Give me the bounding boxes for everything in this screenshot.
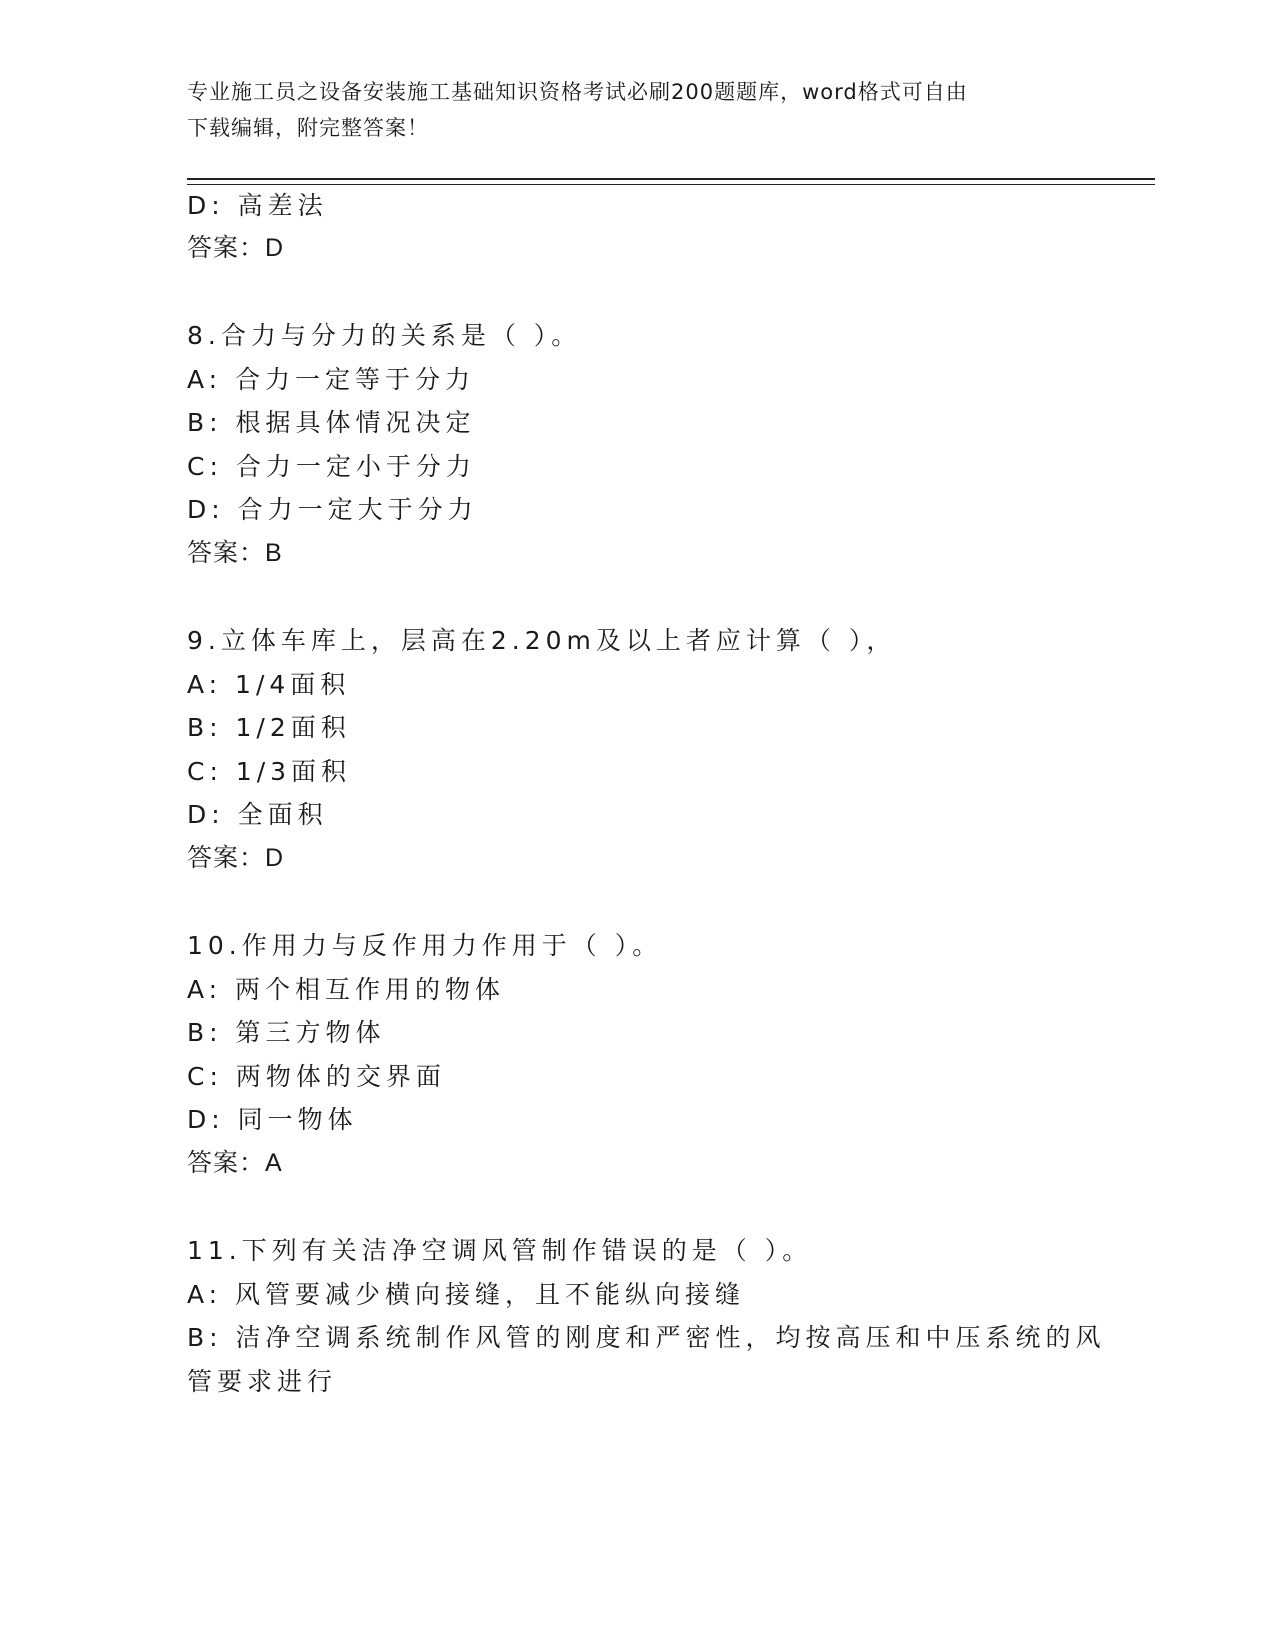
question-11-option-b: B: 洁净空调系统制作风管的刚度和严密性，均按高压和中压系统的风	[187, 1323, 1106, 1352]
question-9-stem: 9.立体车库上，层高在2.20m及以上者应计算（ ），	[187, 626, 897, 655]
prev-answer: 答案：D	[187, 234, 285, 262]
question-10-option-d: D: 同一物体	[187, 1105, 358, 1134]
question-8-option-d: D: 合力一定大于分力	[187, 495, 478, 524]
question-8-stem: 8.合力与分力的关系是（ ）。	[187, 321, 582, 350]
question-11-option-a: A: 风管要减少横向接缝，且不能纵向接缝	[187, 1280, 746, 1309]
question-9-option-b: B: 1/2面积	[187, 713, 351, 742]
header-rule-thick	[187, 178, 1155, 180]
question-10-option-b: B: 第三方物体	[187, 1018, 386, 1047]
question-8-option-a: A: 合力一定等于分力	[187, 365, 476, 394]
question-8-answer: 答案：B	[187, 539, 283, 567]
question-9-option-d: D: 全面积	[187, 800, 328, 829]
question-11-stem: 11.下列有关洁净空调风管制作错误的是（ ）。	[187, 1236, 813, 1265]
question-10-stem: 10.作用力与反作用力作用于（ ）。	[187, 931, 663, 960]
document-header	[187, 74, 1067, 146]
question-10-option-a: A: 两个相互作用的物体	[187, 975, 506, 1004]
question-10-answer: 答案：A	[187, 1149, 283, 1177]
header-rule-thin	[187, 184, 1155, 185]
question-9-option-c: C: 1/3面积	[187, 757, 352, 786]
header-line-1: 专业施工员之设备安装施工基础知识资格考试必刷200题题库，word格式可自由	[187, 80, 968, 104]
question-8-option-b: B: 根据具体情况决定	[187, 408, 476, 437]
question-11-option-b-continued: 管要求进行	[187, 1367, 338, 1396]
header-line-2: 下载编辑，附完整答案！	[187, 116, 429, 140]
question-9-answer: 答案：D	[187, 844, 285, 872]
question-10-option-c: C: 两物体的交界面	[187, 1062, 446, 1091]
question-9-option-a: A: 1/4面积	[187, 670, 351, 699]
question-8-option-c: C: 合力一定小于分力	[187, 452, 476, 481]
prev-option-d: D: 高差法	[187, 191, 328, 220]
